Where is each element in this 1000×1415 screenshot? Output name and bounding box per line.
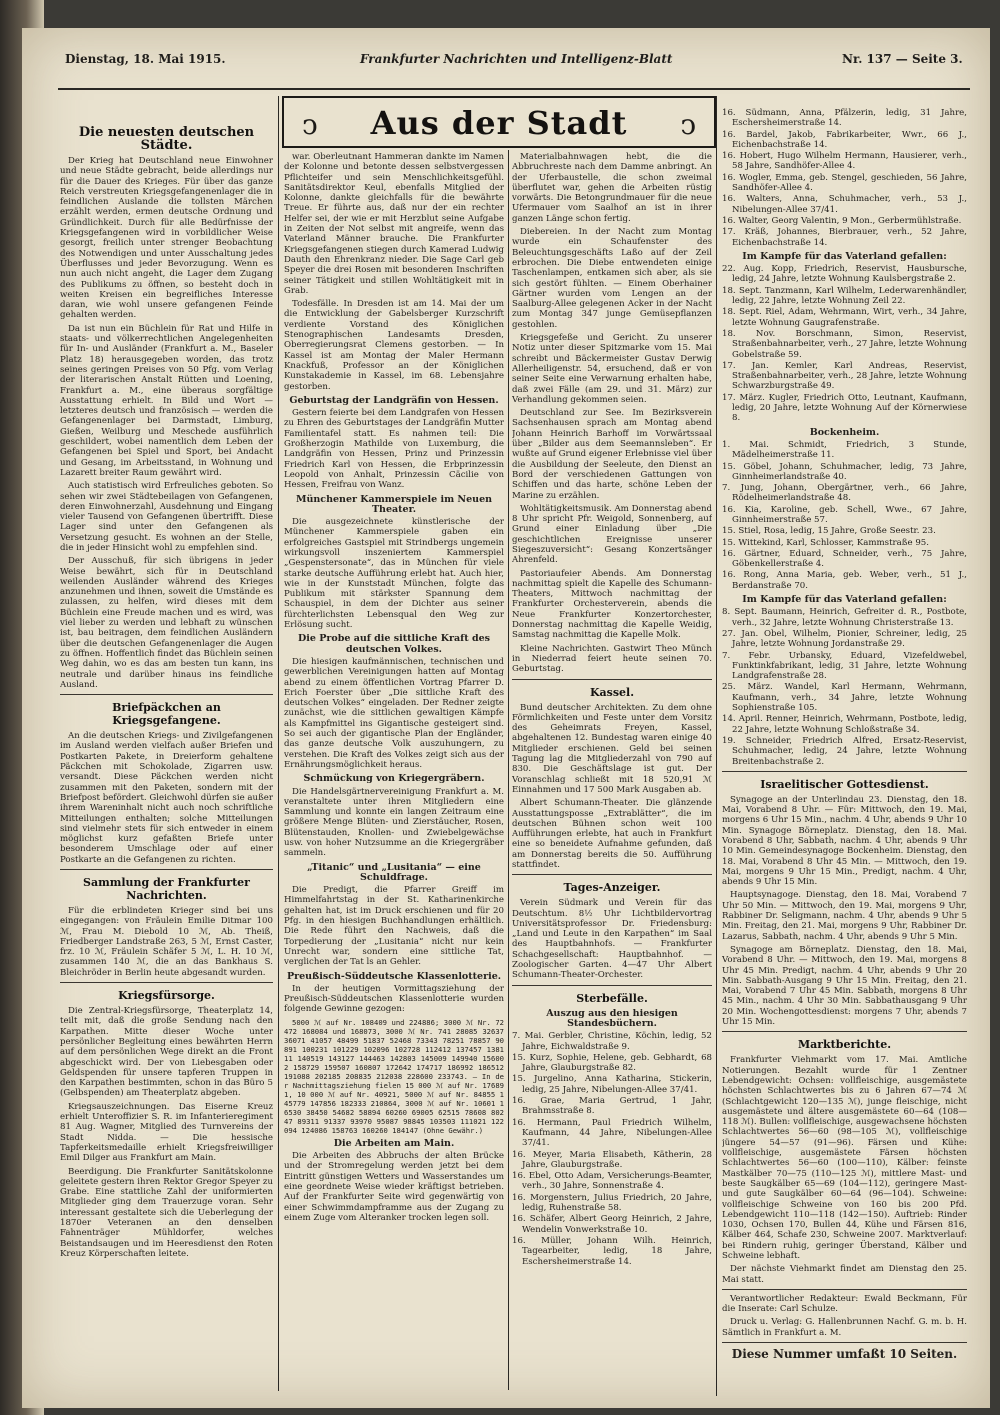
header-paper-name: Frankfurter Nachrichten und Intelligenz-Blatt — [360, 52, 673, 66]
article-paragraph: Deutschland zur See. Im Bezirksverein Sachsenhausen sprach am Montag abend Johann Heinrich Barhoff im Vorwärtssaal über „Bilder aus dem Seemannsleben“. Er wußte auf Grund eigener Erlebnisse viel über die Ausbildung der Seeleute, den Dienst an Bord der verschiedenen Gattungen von Schiffen und das harte, schöne Leben der Marine zu erzählen. — [512, 408, 712, 501]
list-item: 14. April. Renner, Heinrich, Wehrmann, Postbote, ledig, 22 Jahre, letzte Wohnung Schloßstraße 34. — [722, 714, 967, 735]
column-divider-3 — [716, 96, 717, 1396]
article-paragraph: Todesfälle. In Dresden ist am 14. Mai der um die Entwicklung der Gabelsberger Kurzschrift verdiente Vorstand des Königlichen Stenographischen Landesamts Dresden, Oberregierungsrat Clemens gestorben. — In Kassel ist am Montag der Maler Hermann Knackfuß, Professor an der Königlichen Kunstakademie in Kassel, im 68. Lebensjahre gestorben. — [284, 299, 504, 392]
list-item: 15. Stiel, Rosa, ledig, 15 Jahre, Große Seestr. 23. — [722, 526, 936, 537]
separator — [722, 1289, 967, 1290]
article-heading: Kriegsfürsorge. — [118, 989, 215, 1003]
article-paragraph: Auch statistisch wird Erfreuliches geboten. So sehen wir zwei Städtebeilagen von Gefangenen, deren Einwohnerzahl, Ausdehnung und Eingang vieler Tausend von Gefangenen übertrifft. Diese Lager sind unter den Gefangenen als Versetzung gesucht. Es wohnen an der Stelle, die in jeder Hinsicht wohl zu empfehlen sind. — [60, 481, 273, 553]
article-paragraph: Pastoriaufeier Abends. Am Donnerstag nachmittag spielt die Kapelle des Schumann-Theaters, Mittwoch nachmittag der Frankfurter Orchesterverein, abends die Neue Frankfurter Konzertorchester, Donnerstag nachmittag die Kapelle Weidig, Samstag nachmittag die Kapelle Molk. — [512, 568, 712, 641]
list-item: 16. Rong, Anna Maria, geb. Weber, verh., 51 J., Berdanstraße 70. — [722, 570, 967, 591]
article-paragraph: Frankfurter Viehmarkt vom 17. Mai. Amtliche Notierungen. Bezahlt wurde für 1 Zentner Lebendgewicht: Ochsen: vollfleischige, ausgemästete höchsten Schlachtwertes bis zu 6 Jahren 67—74 ℳ (Schlachtgewicht 120—135 ℳ), junge fleischige, nicht ausgemästete und ältere ausgemästete 60—64 (108—118 ℳ). Bullen: vollfleischige, ausgewachsene höchsten Schlachtwertes 56—60 (98—105 ℳ), vollfleischige jüngere 54—57 (91—96). Färsen und Kühe: vollfleischige, ausgemästete Färsen höchsten Schlachtwertes 56—60 (100—110), Kälber: feinste Mastkälber 70—75 (110—125 ℳ), mittlere Mast- und beste Saugkälber 65—69 (104—112), geringere Mast- und gute Saugkälber 60—64 (96—104). Schweine: vollfleischige Schweine von 160 bis 200 Pfd. Lebendgewicht 110—118 (142—150). Auftrieb: Rinder 1030, Ochsen 170, Bullen 44, Kühe und Färsen 816, Kälber 464, Schafe 230, Schweine 2007. Marktverlauf: bei Rindern ruhig, geringer Überstand, Kälber und Schweine lebhaft. — [722, 1055, 967, 1261]
article-paragraph: Kleine Nachrichten. Gastwirt Theo Münch in Niederrad feiert heute seinen 70. Geburtstag. — [512, 643, 712, 675]
list-item: 8. Sept. Baumann, Heinrich, Gefreiter d. R., Postbote, verh., 32 Jahre, letzte Wohnung Christerstraße 13. — [722, 607, 967, 628]
article-paragraph: Hauptsynagoge. Dienstag, den 18. Mai, Vorabend 7 Uhr 50 Min. — Mittwoch, den 19. Mai, morgens 9 Uhr, Rabbiner Dr. Seligmann, nachm. 4 Uhr, abends 9 Uhr 5 Min. Freitag, den 21. Mai, morgens 9 Uhr, Rabbiner Dr. Lazarus, Sabbath, nachm. 4 Uhr, abends 9 Uhr 5 Min. — [722, 890, 967, 942]
death-list — [512, 1031, 712, 1267]
article-paragraph: Für die erblindeten Krieger sind bei uns eingegangen: von Fräulein Emilie Ditmar 100 ℳ, Frau M. Diebold 10 ℳ, Ab. Theiß, Friedberger Landstraße 263, 5 ℳ, Ernst Caster, frz. 10 ℳ, Fräulein Schäfer 5 ℳ, L. H. 10 ℳ, zusammen 140 ℳ, die an das Bankhaus S. Bleichröder in Berlin heute abgesandt wurden. — [60, 906, 273, 978]
list-item: 16. Kia, Karoline, geb. Schell, Wwe., 67 Jahre, Ginnheimerstraße 57. — [722, 504, 967, 525]
article-paragraph: Wohltätigkeitsmusik. Am Donnerstag abend 8 Uhr spricht Pfr. Weigold, Sonnenberg, auf Grund einer Einladung über „Die geschichtlichen Ereignisse unserer Siegeszuversicht“: Gesang Konzertsänger Ahrenfeld. — [512, 503, 712, 566]
article-subheading: Im Kampfe für das Vaterland gefallen: — [742, 250, 947, 262]
list-item: 1. Mai. Schmidt, Friedrich, 3 Stunde, Mädelheimerstraße 11. — [722, 439, 967, 461]
separator — [60, 869, 273, 870]
separator — [512, 985, 712, 986]
article-subheading: Münchener Kammerspiele im Neuen Theater. — [295, 493, 493, 515]
separator — [722, 1342, 967, 1343]
list-item: 16. Ebel, Otto Adam, Versicherungs-Beamter, verh., 30 Jahre, Sonnenstraße 4. — [512, 1171, 712, 1192]
list-item: 18. Nov. Borschmann, Simon, Reservist, Straßenbahnarbeiter, verh., 27 Jahre, letzte Wohnung Gobelstraße 59. — [722, 328, 967, 360]
separator — [512, 679, 712, 680]
list-item: 7. Febr. Urbansky, Eduard, Vizefeldwebel, Funktinkfabrikant, ledig, 31 Jahre, letzte Wohnung Landgrafenstraße 28. — [722, 650, 967, 682]
separator — [722, 1031, 967, 1032]
article-heading: Tages-Anzeiger. — [563, 881, 661, 895]
article-paragraph: Da ist nun ein Büchlein für Rat und Hilfe in staats- und völkerrechtlichen Angelegenheiten für In- und Ausländer (Frankfurt a. M., Baseler Platz 18) herausgegeben worden, das trotz seines geringen Preises von 50 Pfg. vom Verlag der literarischen Anstalt Rütten und Loening, Frankfurt a. M., eine überaus sorgfältige Ausstattung erhielt. In Bild und Wort — letzteres deutsch und französisch — werden die Gefangenenlager bei Darmstadt, Limburg, Gießen, Weilburg und Meschede ausführlich geschildert, wobei namentlich dem Leben der Gefangenen bei Spiel und Sport, bei Andacht und Gesang, im Arbeitsstand, in Wohnung und Lazarett breiter Raum gewährt wird. — [60, 323, 273, 478]
article-paragraph: Die hiesigen kaufmännischen, technischen und gewerblichen Vereinigungen hatten auf Montag abend zu einem öffentlichen Vortrag Pfarrer D. Erich Foerster über „Die sittliche Kraft des deutschen Volkes“ eingeladen. Der Redner zeigte zunächst, wie die sittlichen gewaltigen Kämpfe als Kampfmittel ins Gigantische gesteigert sind. So sei auch der gigantische Plan der Engländer, das ganze deutsche Volk auszuhungern, zu verstehen. Die Kraft des Volkes zeigt sich aus der Ernährungsmöglichkeit heraus. — [284, 656, 504, 770]
separator — [60, 694, 273, 695]
article-subheading: Die Probe auf die sittliche Kraft des deutschen Volkes. — [298, 633, 490, 655]
list-item: 16. Grae, Maria Gertrud, 1 Jahr, Brahmsstraße 8. — [512, 1096, 712, 1117]
list-item: 22. Aug. Kopp, Friedrich, Reservist, Hausbursche, ledig, 24 Jahre, letzte Wohnung Kaulsbergstraße 2. — [722, 264, 967, 285]
article-heading: Kassel. — [589, 685, 635, 699]
article-paragraph: In der heutigen Vormittagsziehung der Preußisch-Süddeutschen Klassenlotterie wurden folgende Gewinne gezogen: — [284, 983, 504, 1015]
header-date: Dienstag, 18. Mai 1915. — [65, 52, 226, 66]
article-subheading: Bockenheim. — [809, 426, 880, 438]
article-heading: Israelitischer Gottesdienst. — [760, 777, 929, 791]
separator — [512, 874, 712, 875]
article-heading: Sterbefälle. — [576, 991, 648, 1005]
column-divider-2 — [508, 150, 509, 1390]
imprint: Druck u. Verlag: G. Hallenbrunnen Nachf. G. m. b. H. Sämtlich in Frankfurt a. M. — [722, 1317, 967, 1338]
article-paragraph: Verein Südmark und Verein für das Deutschtum. 8½ Uhr Lichtbildervortrag Universitätsprofessor Dr. Friedensburg: „Land und Leute in den Karpathen“ im Saal des Hauptbahnhofs. — Frankfurter Schachgesellschaft: Hauptbahnhof. — Zoologischer Garten. 4—47 Uhr Albert Schumann-Theater-Orchester. — [512, 898, 712, 981]
article-paragraph: Die Predigt, die Pfarrer Greiff im Himmelfahrtstag in der St. Katharinenkirche gehalten hat, ist im Druck erschienen und für 20 Pfg. in den hiesigen Buchhandlungen erhältlich. Die Rede führt den Nachweis, daß die Torpedierung der „Lusitania“ nicht nur kein Unrecht war, sondern eine sittliche Tat, verglichen der Tat ls an Gehler. — [284, 885, 504, 968]
list-item: 16. Wogler, Emma, geb. Stengel, geschieden, 56 Jahre, Sandhöfer-Allee 4. — [722, 172, 967, 194]
list-item: 15. Göbel, Johann, Schuhmacher, ledig, 73 Jahre, Ginnheimerlandstraße 40. — [722, 461, 967, 482]
article-paragraph: Der Ausschuß, für sich übrigens in jeder Weise bewährt, sich für in Deutschland weilenden Ausländer während des Krieges anzunehmen und ihnen, soweit die Umstände es zulassen, zu helfen, wird dieses mit dem Büchlein eine Freude machen und es wird, was viel lieber zu werden und lebhaft zu wünschen ist, bau beitragen, dem feindlichen Ausländern über die deutschen Gefangenenlager die Augen zu öffnen. Hoffentlich findet das Büchlein seinen Weg dahin, wo es das am besten tun kann, ins neutrale und darüber hinaus ins feindliche Ausland. — [60, 556, 273, 690]
list-item: 16. Bardel, Jakob, Fabrikarbeiter, Wwr., 66 J., Eichenbachstraße 14. — [722, 129, 967, 150]
article-paragraph: Kriegsgefeße und Gericht. Zu unserer Notiz unter dieser Spitzmarke vom 15. Mai schreibt und Bäckermeister Gustav Derwig Allerheiligenstr. 54, ersuchend, daß er von seiner Seite eine Verwarnung erhalten habe, daß zwei Fälle (am 29. und 31. März) zur Verhandlung gekommen seien. — [512, 333, 712, 405]
list-item: 16. Müller, Johann Wilh. Heinrich, Tagearbeiter, ledig, 18 Jahre, Eschersheimerstraße 14. — [512, 1235, 712, 1267]
article-paragraph: Der nächste Viehmarkt findet am Dienstag den 25. Mai statt. — [722, 1264, 967, 1285]
list-item: 15. Wittekind, Karl, Schlosser, Kammstraße 95. — [722, 537, 929, 548]
article-subheading: Preußisch-Süddeutsche Klassenlotterie. — [286, 970, 502, 982]
list-item: 16. Südmann, Anna, Pfälzerin, ledig, 31 Jahre, Eschersheimerstraße 14. — [722, 108, 967, 129]
list-item: 16. Hobert, Hugo Wilhelm Hermann, Hausierer, verh., 58 Jahre, Sandhöfer-Allee 4. — [722, 151, 967, 172]
article-subheading: „Titanic“ und „Lusitania“ — eine Schuldfrage. — [307, 861, 481, 883]
imprint: Verantwortlicher Redakteur: Ewald Beckmann, Für die Inserate: Carl Schulze. — [722, 1293, 967, 1315]
list-item: 27. Jan. Obel, Wilhelm, Pionier, Schreiner, ledig, 25 Jahre, letzte Wohnung Jordanstraße 29. — [722, 628, 967, 650]
article-subheading: Geburtstag der Landgräfin von Hessen. — [289, 394, 499, 406]
article-paragraph: Diebereien. In der Nacht zum Montag wurde ein Schaufenster des Beleuchtungsgeschäfts Laßo auf der Zeil erbrochen. Die Diebe entwendeten einige Taschenlampen, entkamen sich aber, als sie sich gestört fühlten. — Einem Oberhainer Gärtner wurden vom Lengen an der Saalburg-Allee gelegenen Acker in der Nacht zum Montag 347 junge Gemüsepflanzen gestohlen. — [512, 227, 712, 330]
list-item: 18. Sept. Riel, Adam, Wehrmann, Wirt, verh., 34 Jahre, letzte Wohnung Gaugrafenstraße. — [722, 307, 967, 328]
list-item: 25. März. Wandel, Karl Hermann, Wehrmann, Kaufmann, verh., 34 Jahre, letzte Wohnung Sophienstraße 105. — [722, 682, 967, 714]
article-paragraph: Synagoge an der Unterlindau 23. Dienstag, den 18. Mai, Vorabend 8 Uhr. — Für: Mittwoch, den 19. Mai, morgens 6 Uhr 15 Min., nachm. 4 Uhr, abends 9 Uhr 10 Min. Synagoge Börneplatz. Dienstag, den 18. Mai. Vorabend 8 Uhr, Sabbath, nachm. 4 Uhr, abends 9 Uhr 10 Min. Gemeindesynagoge Bockenheim. Dienstag, den 18. Mai, Vorabend 8 Uhr 45 Min. — Mittwoch, den 19. Mai, morgens 9 Uhr 15 Min., Predigt, nachm. 4 Uhr, abends 9 Uhr 15 Min. — [722, 794, 967, 888]
article-paragraph: Der Krieg hat Deutschland neue Einwohner und neue Städte gebracht, beide allerdings nur für die Dauer des Krieges. Für über das ganze Reich verstreuten Kriegsgefangenenlager die in feindlichen Auslande die tollsten Märchen erzählt werden, ermen deutsche Ordnung und Gründlichkeit. Durch für alle Bedürfnisse der Kriegsgefangenen wird in vorbildlicher Weise gesorgt, freilich unter strenger Beobachtung des Notwendigen und unter Ausschaltung jedes Überflusses und jeder Bevorzugung. Wenn es nun auch nicht angeht, die Lager dem Zugang des Publikums zu öffnen, so besteht doch in weiten Kreisen ein begreifliches Interesse daran, wie wohl unsere gefangenen Feinde gehalten werden. — [60, 156, 273, 321]
article-subheading: Schmückung von Kriegergräbern. — [303, 773, 485, 785]
separator — [60, 982, 273, 983]
article-subheading: Im Kampfe für das Vaterland gefallen: — [742, 594, 947, 606]
list-item: 16. Gärtner, Eduard, Schneider, verh., 75 Jahre, Göbenkellerstraße 4. — [722, 548, 967, 570]
article-paragraph: Die Arbeiten des Abbruchs der alten Brücke und der Stromregelung werden jetzt bei dem Eintritt günstigen Wetters und Wasserstandes um eine geordnete Weise wieder kräftigst betrieben. Auf der Frankfurter Seite wird gegenwärtig von einer Schwimmdampframme aus der Zugang zu einem Zuge vom Alteranker trocken legen soll. — [284, 1151, 504, 1223]
ornament-right-icon: ↄ — [680, 108, 696, 141]
header-page-number: Nr. 137 — Seite 3. — [842, 52, 963, 66]
list-item: 7. Mai. Gerbler, Christine, Köchin, ledig, 52 Jahre, Eichwaldstraße 9. — [512, 1031, 712, 1052]
lottery-numbers: 5000 ℳ auf Nr. 108409 und 224886; 3000 ℳ Nr. 72472 168084 und 168073, 3000 ℳ Nr. 741 28085 32637 36071 41057 48499 51837 52468 73343 78251 78857 90891 100231 101229 102096 102728 112412 137457 138111 140519 143127 144463 142803 145009 149940 156002 158729 159507 160807 172642 174717 186992 186512 191088 202185 208835 212038 228600 233743. — In der Nachmittagsziehung fielen 15 000 ℳ auf Nr. 176891, 10 000 ℳ auf Nr. 40921, 5000 ℳ auf Nr. 84855 145779 147856 182333 210864, 3000 ℳ auf Nr. 10601 16530 38450 54682 58894 60260 69005 62515 78608 80247 89311 91337 93970 95087 98845 103503 111021 122094 124086 158763 160260 184147 (Ohne Gewähr.) — [284, 1017, 504, 1135]
list-item: 16. Meyer, Maria Elisabeth, Kätherin, 28 Jahre, Glauburgstraße. — [512, 1149, 712, 1170]
article-heading: Die neuesten deutschen Städte. — [78, 125, 255, 153]
column-divider-1 — [278, 96, 279, 1391]
article-paragraph: Bund deutscher Architekten. Zu dem ohne Förmlichkeiten und Feste unter dem Vorsitz des Geheimrats Freyen, Kassel, abgehaltenen 12. Bundestag waren einige 40 Mitglieder erschienen. Geld bei seinen Tagung lag die Mitgliederzahl von 790 auf 830. Die Geschäftslage ist gut. Der Voranschlag schließt mit 18 520,91 ℳ Einnahmen und 17 500 Mark Ausgaben ab. — [512, 702, 712, 795]
column-3 — [512, 152, 712, 1392]
list-item: 15. Kurz, Sophie, Helene, geb. Gebhardt, 68 Jahre, Glauburgstraße 82. — [512, 1052, 712, 1074]
list-item: 17. Jan. Kemler, Karl Andreas, Reservist, Straßenbahnarbeiter, verh., 28 Jahre, letzte Wohnung Schwarzburgstraße 49. — [722, 360, 967, 392]
column-4 — [722, 108, 967, 1408]
article-subheading: Die Arbeiten am Main. — [333, 1137, 455, 1149]
article-paragraph: Die ausgezeichnete künstlerische der Münchener Kammerspiele gaben ein erfolgreiches Gastspiel mit Strindbergs ungemein wirkungsvoll inszeniertem Kammerspiel „Gespenstersonate“, das in München für viele starke deutsche Aufführung erlebt hat. Auch hier, wie in der Kunststadt München, folgte das Publikum mit stärkster Spannung dem Schauspiel, in dem der Dichter aus seiner fürchterlichsten Lebensqual den Weg zur Erlösung sucht. — [284, 517, 504, 631]
article-paragraph: Kriegsauszeichnungen. Das Eiserne Kreuz erhielt Unteroffizier S. R. im Infanterieregiment 81 Aug. Wagner, Mitglied des Turnvereins der Stadt Nidda. — Die hessische Tapferkeitsmedaille erhielt Kriegsfreiwilliger Emil Dilger aus Frankfurt am Main. — [60, 1101, 273, 1164]
list-item: 16. Hermann, Paul Friedrich Wilhelm, Kaufmann, 44 Jahre, Nibelungen-Allee 37/41. — [512, 1117, 712, 1149]
list-item: 17. März. Kugler, Friedrich Otto, Leutnant, Kaufmann, ledig, 20 Jahre, letzte Wohnung Auf der Körnerwiese 8. — [722, 392, 967, 424]
article-subheading: Auszug aus den hiesigen Standesbüchern. — [546, 1007, 678, 1029]
list-item: 18. Sept. Tanzmann, Karl Wilhelm, Lederwarenhändler, ledig, 22 Jahre, letzte Wohnung Zeil 22. — [722, 285, 967, 307]
list-item: 7. Jung, Johann, Obergärtner, verh., 66 Jahre, Rödelheimerlandstraße 48. — [722, 483, 967, 504]
list-item: 16. Walters, Anna, Schuhmacher, verh., 53 J., Nibelungen-Allee 37/41. — [722, 194, 967, 215]
header-rule — [58, 88, 970, 90]
article-heading: Marktberichte. — [797, 1038, 892, 1052]
article-paragraph: Albert Schumann-Theater. Die glänzende Ausstattungsposse „Extrablätter“, die im deutschen Bühnen schon weit 100 Aufführungen erlebte, hat auch in Frankfurt eine so beneidete Aufnahme gefunden, daß am Donnerstag bereits die 50. Aufführung stattfindet. — [512, 798, 712, 870]
article-paragraph: Die Zentral-Kriegsfürsorge, Theaterplatz 14, teilt mit, daß die große Sendung nach den Karpathen. Mitte dieser Woche unter persönlicher Begleitung eines bewährten Herrn auf dem persönlichen Wege direkt an die Front abgeschickt wird. Der von Liebesgaben oder Geldspenden für unsere tapferen Truppen in den Karpathen bestimmten, schon in das Büro 5 (Gelbspenden) am Theaterplatz abgeben. — [60, 1006, 273, 1099]
column-1 — [60, 120, 273, 1385]
list-item: 19. Schneider, Friedrich Alfred, Ersatz-Reservist, Schuhmacher, ledig, 24 Jahre, letzte Wohnung Breitenbachstraße 2. — [722, 735, 967, 767]
column-2 — [284, 152, 504, 1392]
separator — [722, 771, 967, 772]
list-item: 17. Kräß, Johannes, Bierbrauer, verh., 52 Jahre, Eichenbachstraße 14. — [722, 227, 967, 248]
article-heading: Briefpäckchen an Kriegsgefangene. — [112, 701, 221, 728]
list-item: 16. Morgenstern, Julius Friedrich, 20 Jahre, ledig, Ruhenstraße 58. — [512, 1192, 712, 1214]
article-heading: Sammlung der Frankfurter Nachrichten. — [83, 876, 250, 902]
article-paragraph: Synagoge am Börneplatz. Dienstag, den 18. Mai, Vorabend 8 Uhr. — Mittwoch, den 19. Mai, morgens 8 Uhr 45 Min. Predigt, nachm. 4 Uhr, abends 9 Uhr 20 Min. Sabbath-Ausgang 9 Uhr 15 Min. Freitag, den 21. Mai, Vorabend 7 Uhr 45 Min. Sabbath, morgens 8 Uhr 45 Min., nachm. 4 Uhr 30 Min. Sabbathausgang 9 Uhr 20 Min. Wochengottesdienst: morgens 7 Uhr, abends 7 Uhr 15 Min. — [722, 944, 967, 1028]
ornament-left-icon: ↄ — [302, 108, 318, 141]
section-title: Aus der Stadt — [370, 104, 628, 142]
list-item: 16. Schäfer, Albert Georg Heinrich, 2 Jahre, Wendelin Vonwerkstraße 10. — [512, 1214, 712, 1235]
list-item: 16. Walter, Georg Valentin, 9 Mon., Gerbermühlstraße. — [722, 215, 962, 226]
article-paragraph: Die Handelsgärtnervereinigung Frankfurt a. M. veranstaltete unter ihren Mitgliedern eine Sammlung und konnte ein langen Zeitraum eine größere Menge Blüten- und Zierstäucher, Rosen, Blütenstauden, Knollen- und Zwiebelgewächse usw. von hoher Nutzsumme an die Kriegergräber sammeln. — [284, 786, 504, 859]
section-masthead — [282, 96, 716, 148]
article-paragraph: Beerdigung. Die Frankfurter Sanitätskolonne geleitete gestern ihren Rektor Gregor Speyer zu Grabe. Eine stattliche Zahl der uniformierten Mitglieder ging dem Trauerzuge voran. Sehr interessant gestaltete sich die Ueberlegung der 1870er Veteranen an den denselben Fahnenträger Mühldorfer, welches Beistandsaugen und im Heeresdienst den Roten Kreuz Körperschaften leitete. — [60, 1166, 273, 1259]
article-paragraph: An die deutschen Kriegs- und Zivilgefangenen im Ausland werden vielfach außer Briefen und Postkarten Pakete, in Dreierform gehaltene Päckchen mit Schokolade, Zigarren usw. versandt. Diese Päckchen werden nicht zusammen mit den Paketen, sondern mit der Briefpost befördert. Gleichwohl dürfen sie außer ihrem Wareninhalt nicht auch noch schriftliche Mitteilungen enthalten; solche Mitteilungen sind vielmehr stets für sich entweder in einem möglichst kurz gefaßten Briefe unter besonderem Umschlage oder auf einer Postkarte an die Gefangenen zu richten. — [60, 731, 273, 865]
article-paragraph: Gestern feierte bei dem Landgrafen von Hessen zu Ehren des Geburtstages der Landgräfin Mutter Familientafel statt. Es nahmen teil: Die Großherzogin Mathilde von Luxemburg, die Landgräfin von Hessen, Prinz und Prinzessin Friedrich Karl von Hessen, die Erbprinzessin Leopold von Anhalt, Prinzessin Cäcilie von Hessen, Freifrau von Wanz. — [284, 408, 504, 491]
page-count-note: Diese Nummer umfaßt 10 Seiten. — [731, 1347, 958, 1362]
list-item: 15. Jurgelino, Anna Katharina, Stickerin, ledig, 25 Jahre, Nibelungen-Allee 37/41. — [512, 1074, 712, 1095]
article-paragraph: war. Oberleutnant Hammeran dankte im Namen der Kolonne und betonte dessen selbstvergessen Pflichteifer und sein Menschlichkeitsgefühl. Sanitätsdirektor Keul, ebenfalls Mitglied der Kolonne, dankte gleichfalls für die bewährte Treue. Er führte aus, daß nur der ein rechter Helfer sei, der wie er mit Herzblut seine Aufgabe in Zeiten der Not selbst mit angreife, wenn das Vaterland Männer brauche. Die Frankfurter Kriegsgefangenen stiegen durch Kamerad Ludwig Dauth den Ehrenkranz nieder. Die Sage Carl geb Speyer die drei Rosen mit besonderen Inschriften seiner Tätigkeit und stillen Wohltätigkeit mit in Grab. — [284, 152, 504, 296]
article-paragraph: Materialbahnwagen hebt, die die Abbruchreste nach dem Damme anbringt. An der Uferbaustelle, die schon zweimal überflutet war, gehen die Arbeiten rüstig vorwärts. Die Betongrundmauer für die neue Ufermauer vom Saalhof an ist in ihrer ganzen Länge schon fertig. — [512, 152, 712, 224]
